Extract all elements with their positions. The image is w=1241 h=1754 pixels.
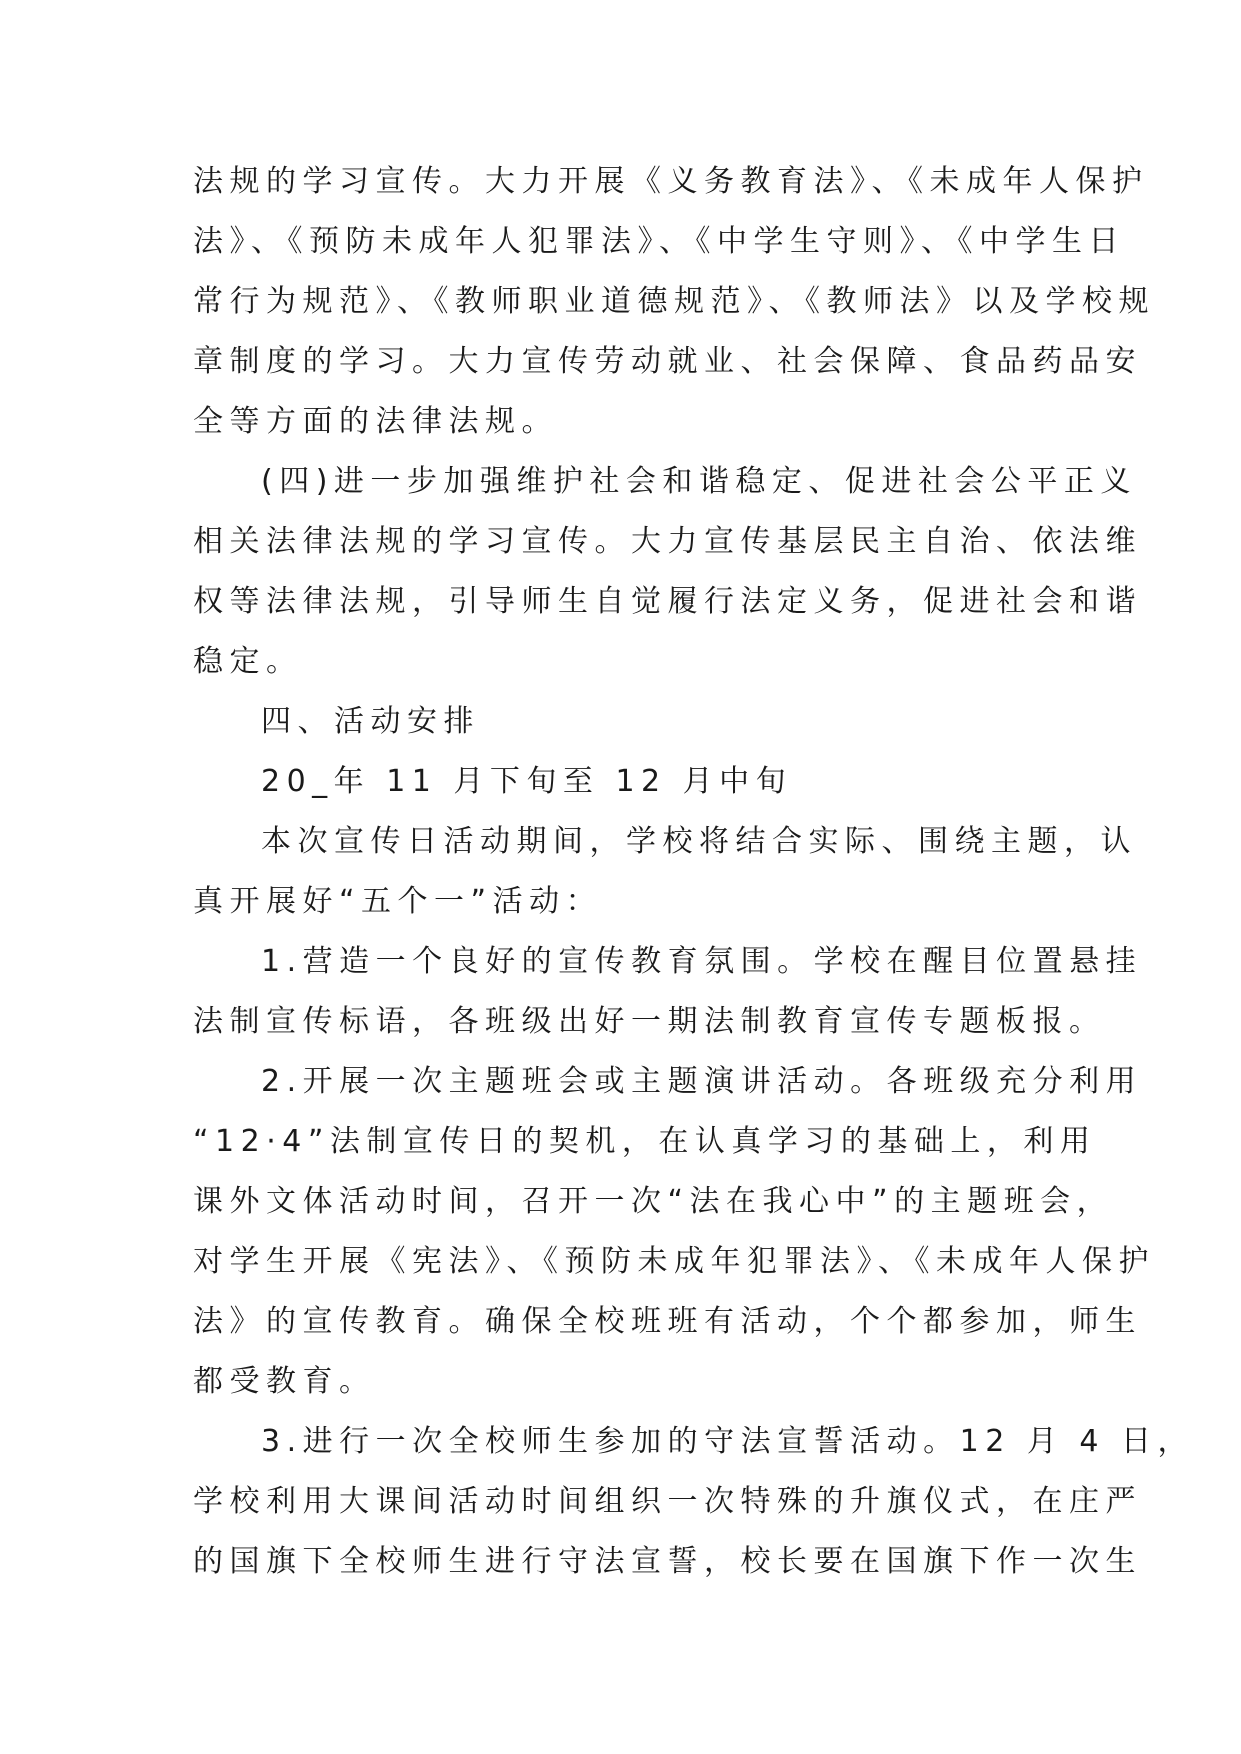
text-line: 都受教育。 (193, 1364, 376, 1399)
text-line: 对学生开展《宪法》、《预防未成年犯罪法》、《未成年人保护 (193, 1244, 1155, 1279)
text-line: 法》的宣传教育。确保全校班班有活动，个个都参加，师生 (193, 1304, 1142, 1339)
text-line: 稳定。 (193, 644, 303, 679)
paragraph-start-line: (四)进一步加强维护社会和谐稳定、促进社会公平正义 (261, 464, 1137, 499)
list-item-start-line: 1.营造一个良好的宣传教育氛围。学校在醒目位置悬挂 (261, 944, 1143, 979)
text-line: 的国旗下全校师生进行守法宣誓，校长要在国旗下作一次生 (193, 1544, 1142, 1579)
text-line: 全等方面的法律法规。 (193, 404, 558, 439)
text-line: “12·4”法制宣传日的契机，在认真学习的基础上，利用 (193, 1124, 1097, 1159)
paragraph-start-line: 本次宣传日活动期间，学校将结合实际、围绕主题，认 (261, 824, 1137, 859)
section-heading: 四、活动安排 (261, 704, 480, 739)
text-line: 课外文体活动时间，召开一次“法在我心中”的主题班会， (193, 1184, 1114, 1219)
text-line: 权等法律法规，引导师生自觉履行法定义务，促进社会和谐 (193, 584, 1142, 619)
text-line: 法》、《预防未成年人犯罪法》、《中学生守则》、《中学生日 (193, 224, 1125, 259)
text-line: 学校利用大课间活动时间组织一次特殊的升旗仪式，在庄严 (193, 1484, 1142, 1519)
text-line: 章制度的学习。大力宣传劳动就业、社会保障、食品药品安 (193, 344, 1142, 379)
list-item-start-line: 3.进行一次全校师生参加的守法宣誓活动。12 月 4 日， (261, 1424, 1194, 1459)
list-item-start-line: 2.开展一次主题班会或主题演讲活动。各班级充分利用 (261, 1064, 1143, 1099)
text-line: 真开展好“五个一”活动： (193, 884, 603, 919)
schedule-line: 20_年 11 月下旬至 12 月中旬 (261, 764, 793, 799)
text-line: 常行为规范》、《教师职业道德规范》、《教师法》以及学校规 (193, 284, 1155, 319)
body-text (193, 152, 1194, 1592)
text-line: 相关法律法规的学习宣传。大力宣传基层民主自治、依法维 (193, 524, 1142, 559)
text-line: 法规的学习宣传。大力开展《义务教育法》、《未成年人保护 (193, 164, 1149, 199)
text-line: 法制宣传标语，各班级出好一期法制教育宣传专题板报。 (193, 1004, 1106, 1039)
